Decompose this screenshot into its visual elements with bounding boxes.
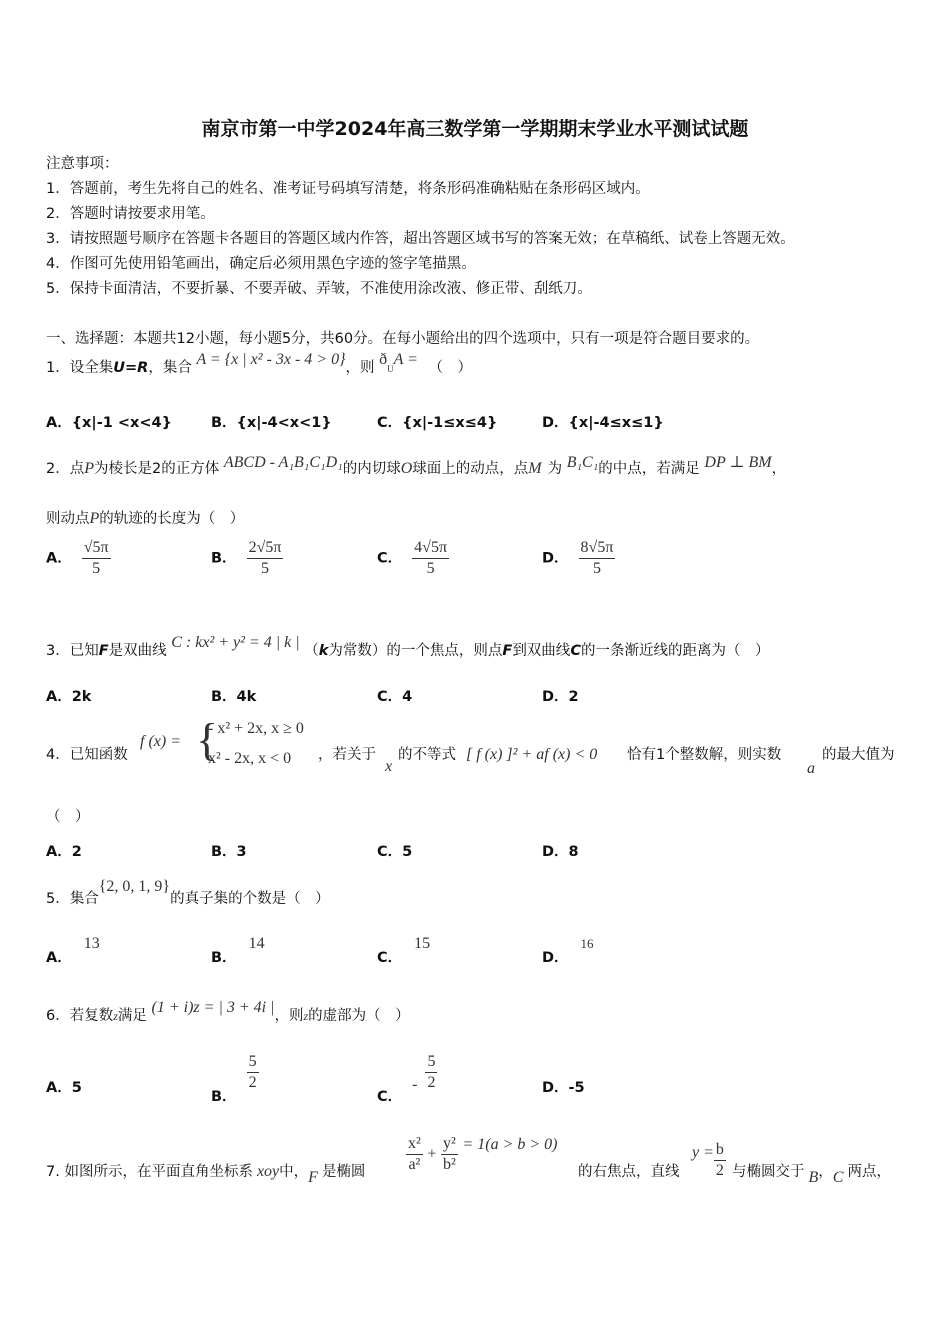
option-c[interactable]: C． $\frac{4√5\pi}{5}$ <box>377 539 448 577</box>
note-item: 3．请按照题号顺序在答题卡各题目的答题区域内作答，超出答题区域书写的答案无效；在草稿纸、试卷上答题无效。 <box>46 231 795 247</box>
question-6-stem: 6．若复数z满足 (1 + i)z = | 3 + 4i |，则z的虚部为（ ） <box>46 999 410 1024</box>
var-a: a <box>807 760 815 777</box>
option-d[interactable]: D．16 <box>542 936 594 966</box>
question-4-pre: 4．已知函数 <box>46 747 128 763</box>
question-7-text: 的右焦点，直线 <box>578 1164 680 1180</box>
option-b[interactable]: B．14 <box>211 935 265 966</box>
note-item: 1．答题前，考生先将自己的姓名、准考证号码填写清楚，将条形码准确粘贴在条形码区域内。 <box>46 181 650 197</box>
question-4-text: 恰有1个整数解，则实数 <box>627 747 782 763</box>
var-x: x <box>385 758 393 775</box>
piecewise-case-1: - x² + 2x, x ≥ 0 <box>208 720 304 737</box>
question-4-text: 的不等式 <box>398 747 456 763</box>
note-item: 2．答题时请按要求用笔。 <box>46 206 215 222</box>
question-3-stem: 3．已知F是双曲线 C : kx² + y² = 4 | k | （k为常数）的一个焦点，则点F到双曲线C的一条渐近线的距离为（ ） <box>46 634 770 659</box>
option-c[interactable]: C．{x|-1≤x≤4} <box>377 415 498 431</box>
option-c[interactable]: C．5 <box>377 844 413 860</box>
piecewise-brace: { <box>196 714 219 765</box>
option-a[interactable]: A．{x|-1 <x<4} <box>46 415 172 431</box>
line-equation: y = $\frac{b}{2}$ <box>692 1141 724 1179</box>
question-5-stem: 5．集合{2, 0, 1, 9}的真子集的个数是（ ） <box>46 878 330 907</box>
option-a[interactable]: A．2k <box>46 689 92 705</box>
question-2-stem: 2．点P为棱长是2的正方体 ABCD - A₁B₁C₁D₁的内切球O球面上的动点，点M 为 B₁C₁的中点，若满足 DP ⊥ BM， <box>46 454 787 477</box>
question-4-text: ，若关于 <box>318 747 376 763</box>
function-f: f (x) = <box>140 733 181 750</box>
option-a[interactable]: A．2 <box>46 844 82 860</box>
option-a[interactable]: A． $\frac{√5\pi}{5}$ <box>46 539 109 577</box>
option-c[interactable]: C．15 <box>377 935 431 966</box>
option-d[interactable]: D．2 <box>542 689 579 705</box>
answer-paren: （ ） <box>46 809 90 825</box>
option-b[interactable]: B． $\frac{2√5\pi}{5}$ <box>211 539 282 577</box>
section-heading: 一、选择题：本题共12小题，每小题5分，共60分。在每小题给出的四个选项中，只有一项是符合题目要求的。 <box>46 331 760 347</box>
question-7-pre: 7. 如图所示，在平面直角坐标系 xoy中，F 是椭圆 <box>46 1163 366 1186</box>
inequality: [ f (x) ]² + af (x) < 0 <box>466 746 598 763</box>
page-title: 南京市第一中学2024年高三数学第一学期期末学业水平测试试题 <box>201 118 749 140</box>
notes-heading: 注意事项： <box>46 156 119 172</box>
option-b[interactable]: B．4k <box>211 689 257 705</box>
question-4-text: 的最大值为 <box>822 747 895 763</box>
question-7-text: 与椭圆交于 B，C 两点， <box>732 1164 891 1186</box>
question-1-stem: 1．设全集U=R，集合 A = {x | x² - 3x - 4 > 0}，则 $ð_UA$ = （ ） <box>46 351 472 376</box>
option-d[interactable]: D．-5 <box>542 1080 585 1096</box>
option-a[interactable]: A．5 <box>46 1080 82 1096</box>
option-b[interactable]: B．{x|-4<x<1} <box>211 415 332 431</box>
note-item: 4．作图可先使用铅笔画出，确定后必须用黑色字迹的签字笔描黑。 <box>46 256 476 272</box>
option-c[interactable]: C．4 <box>377 689 413 705</box>
option-b[interactable]: B．3 <box>211 844 247 860</box>
ellipse-equation: $\frac{\text{x²}}{\text{a²}}$ + $\frac{\text{y²}}{\text{b²}}$ = 1(a > b > 0) <box>408 1135 558 1173</box>
option-d[interactable]: D．{x|-4≤x≤1} <box>542 415 664 431</box>
option-a[interactable]: A．13 <box>46 935 100 966</box>
option-c[interactable]: C．- $\frac{5}{2}$ <box>377 1053 436 1105</box>
option-b[interactable]: B． $\frac{5}{2}$ <box>211 1053 257 1105</box>
note-item: 5．保持卡面清洁，不要折暴、不要弄破、弄皱，不准使用涂改液、修正带、刮纸刀。 <box>46 281 592 297</box>
option-d[interactable]: D．8 <box>542 844 579 860</box>
piecewise-case-2: x² - 2x, x < 0 <box>208 750 292 767</box>
option-d[interactable]: D． $\frac{8√5\pi}{5}$ <box>542 539 614 577</box>
question-2-stem-line2: 则动点P的轨迹的长度为（ ） <box>46 510 245 527</box>
